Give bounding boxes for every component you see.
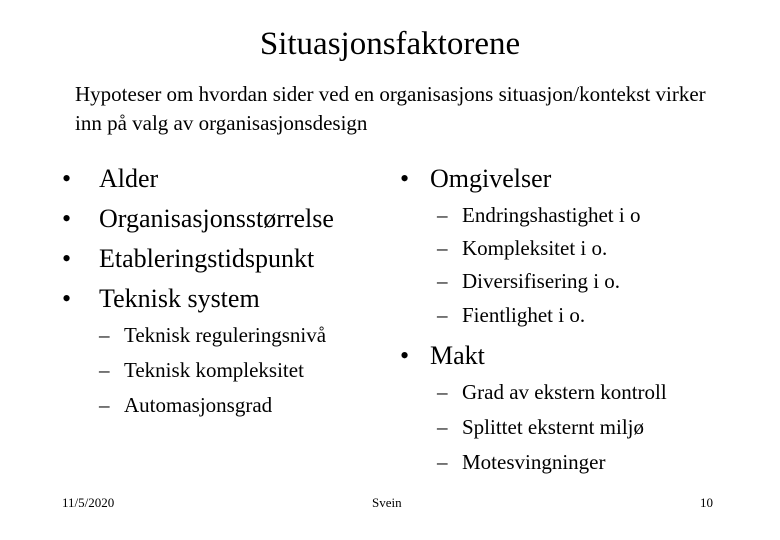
left-bullet-item bbox=[62, 199, 334, 239]
dash-marker: – bbox=[99, 323, 110, 347]
right-sub-item bbox=[437, 300, 585, 330]
dash-marker: – bbox=[437, 236, 448, 260]
footer-author: Svein bbox=[372, 495, 402, 510]
footer-date: 11/5/2020 bbox=[62, 495, 115, 510]
right-sub-label: Splittet eksternt miljø bbox=[462, 415, 644, 439]
right-sub-label: Motesvingninger bbox=[462, 450, 606, 474]
dash-marker: – bbox=[437, 303, 448, 327]
right-bullet-heading bbox=[400, 159, 551, 199]
right-sub-item bbox=[437, 377, 667, 407]
right-sub-item bbox=[437, 266, 620, 296]
dash-marker: – bbox=[99, 393, 110, 417]
bullet-marker: • bbox=[400, 341, 410, 370]
right-sub-label: Endringshastighet i o bbox=[462, 203, 641, 227]
bullet-marker: • bbox=[62, 164, 72, 193]
left-bullet-label: Teknisk system bbox=[99, 284, 260, 313]
dash-marker: – bbox=[437, 450, 448, 474]
left-bullet-item bbox=[62, 159, 158, 199]
right-sub-item bbox=[437, 447, 605, 477]
left-sub-item bbox=[99, 355, 304, 385]
bullet-marker: • bbox=[400, 164, 410, 193]
dash-marker: – bbox=[437, 203, 448, 227]
left-bullet-label: Etableringstidspunkt bbox=[99, 244, 315, 273]
bullet-marker: • bbox=[62, 204, 72, 233]
footer-page-number: 10 bbox=[700, 495, 713, 510]
right-bullet-heading bbox=[400, 336, 485, 376]
right-sub-label: Diversifisering i o. bbox=[462, 269, 621, 293]
left-sub-label: Automasjonsgrad bbox=[124, 393, 273, 417]
left-sub-item bbox=[99, 320, 326, 350]
right-sub-item bbox=[437, 412, 644, 442]
right-heading-label: Omgivelser bbox=[430, 164, 552, 193]
right-sub-label: Kompleksitet i o. bbox=[462, 236, 608, 260]
dash-marker: – bbox=[437, 415, 448, 439]
right-sub-label: Grad av ekstern kontroll bbox=[462, 380, 667, 404]
bullet-marker: • bbox=[62, 244, 72, 273]
right-heading-label: Makt bbox=[430, 341, 485, 370]
left-sub-label: Teknisk reguleringsnivå bbox=[124, 323, 327, 347]
left-sub-label: Teknisk kompleksitet bbox=[124, 358, 304, 382]
dash-marker: – bbox=[99, 358, 110, 382]
right-sub-label: Fientlighet i o. bbox=[462, 303, 586, 327]
right-sub-item bbox=[437, 200, 640, 230]
slide-title: Situasjonsfaktorene bbox=[259, 26, 521, 62]
dash-marker: – bbox=[437, 380, 448, 404]
left-bullet-item bbox=[62, 279, 260, 319]
slide-subtitle: Hypoteser om hvordan sider ved en organisasjons situasjon/kontekst virker inn på valg av organisasjonsdesign bbox=[75, 82, 706, 135]
bullet-marker: • bbox=[62, 284, 72, 313]
left-bullet-item bbox=[62, 239, 314, 279]
dash-marker: – bbox=[437, 269, 448, 293]
left-bullet-label: Alder bbox=[99, 164, 159, 193]
left-sub-item bbox=[99, 390, 272, 420]
left-bullet-label: Organisasjonsstørrelse bbox=[99, 204, 334, 233]
right-sub-item bbox=[437, 233, 607, 263]
